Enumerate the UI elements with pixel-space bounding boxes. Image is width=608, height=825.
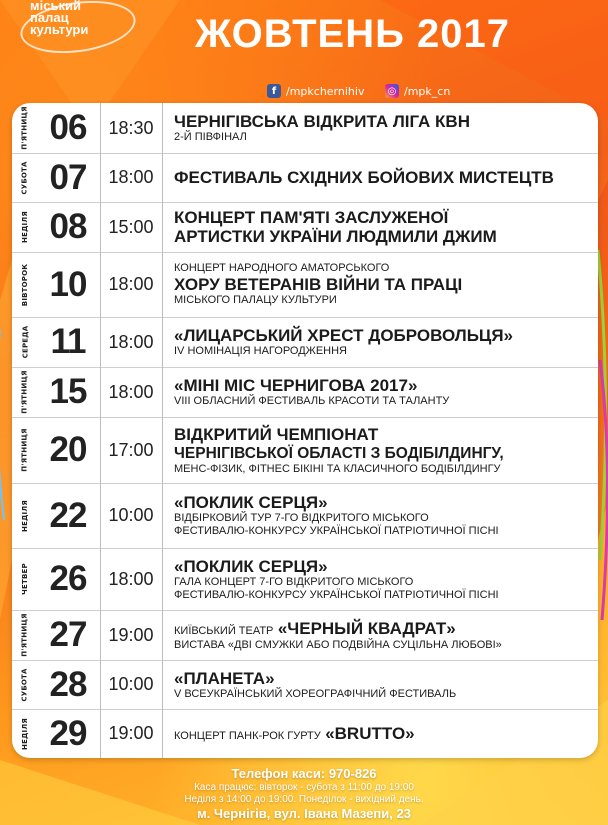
event-title: «ПОКЛИК СЕРЦЯ»: [174, 556, 328, 576]
event-info: [174, 483, 592, 548]
event-title-main: «ЧЕРНЫЙ КВАДРАТ»: [277, 618, 456, 638]
event-info: [174, 153, 592, 202]
instagram-handle: /mpk_cn: [404, 84, 451, 98]
event-title-main: «BRUTTO»: [325, 723, 415, 743]
weekday-label: П'ЯТНИЦЯ: [21, 106, 29, 150]
event-subtitle: VIII ОБЛАСНИЙ ФЕСТИВАЛЬ КРАСОТИ ТА ТАЛАНТУ: [174, 395, 450, 407]
weekday-label: НЕДІЛЯ: [21, 499, 30, 532]
logo: [20, 0, 150, 48]
event-subtitle: 2-Й ПІВФІНАЛ: [174, 131, 247, 143]
event-info: [174, 417, 592, 483]
event-row: [12, 548, 598, 611]
page-title: ЖОВТЕНЬ 2017: [195, 12, 510, 56]
event-time: 18:00: [108, 167, 154, 187]
event-title: «МІНІ МІС ЧЕРНИГОВА 2017»: [174, 376, 418, 395]
event-row: [12, 483, 598, 549]
event-day: 26: [49, 559, 87, 598]
event-day: 07: [49, 157, 87, 197]
event-time: 18:00: [108, 568, 154, 589]
event-info: [174, 252, 592, 317]
event-row: [12, 252, 598, 318]
event-pretitle: КОНЦЕРТ ПАНК-РОК ГУРТУ: [174, 729, 321, 742]
event-info: [174, 367, 592, 417]
event-subtitle: V ВСЕУКРАЇНСЬКИЙ ХОРЕОГРАФІЧНИЙ ФЕСТИВАЛЬ: [174, 687, 457, 700]
event-time: 17:00: [108, 439, 154, 460]
event-day: 27: [49, 615, 87, 654]
event-time: 18:00: [108, 331, 154, 352]
event-info: [174, 610, 592, 660]
event-subtitle: IV НОМІНАЦІЯ НАГОРОДЖЕННЯ: [174, 345, 348, 357]
box-office-hours: Каса працює: вівторок - субота з 11:00 до 19:00: [194, 782, 414, 793]
weekday-label: ВІВТОРОК: [21, 263, 29, 306]
event-day: 22: [49, 495, 87, 535]
event-time: 19:00: [108, 624, 154, 645]
logo-line: палац: [30, 10, 69, 25]
event-title: ВІДКРИТИЙ ЧЕМПІОНАТ: [174, 424, 379, 444]
event-row: [12, 610, 598, 661]
logo-line: міський: [30, 0, 81, 13]
weekday-label: П'ЯТНИЦЯ: [21, 613, 29, 657]
event-pretitle: КИЇВСЬКИЙ ТЕАТР: [174, 624, 274, 637]
event-pretitle: КОНЦЕРТ НАРОДНОГО АМАТОРСЬКОГО: [174, 262, 390, 274]
weekday-label: СУБОТА: [21, 160, 29, 195]
event-row: [12, 660, 598, 710]
event-title: [174, 724, 592, 744]
event-day: 29: [49, 713, 87, 753]
footer: [0, 766, 608, 822]
facebook-icon: f: [267, 84, 281, 98]
event-time: 19:00: [108, 723, 154, 743]
event-subtitle-line2: ФЕСТИВАЛЮ-КОНКУРСУ УКРАЇНСЬКОЇ ПАТРІОТИЧНОЇ ПІСНІ: [174, 588, 499, 601]
event-day: 28: [49, 664, 87, 704]
box-office-hours-weekend: Неділя з 14:00 до 19:00. Понеділок - вихідний день.: [184, 794, 424, 805]
facebook-handle: /mpkchernihiv: [286, 84, 365, 98]
event-title: «ПОКЛИК СЕРЦЯ»: [174, 493, 328, 512]
event-time: 18:00: [108, 274, 154, 294]
facebook-link[interactable]: [267, 84, 364, 98]
event-row: [12, 153, 598, 203]
event-info: [174, 317, 592, 367]
event-subtitle: ВИСТАВА «ДВІ СМУЖКИ АБО ПОДВІЙНА СУЦІЛЬНА ЛЮБОВІ»: [174, 638, 502, 651]
weekday-label: ЧЕТВЕР: [21, 563, 30, 595]
address: м. Чернігів, вул. Івана Мазепи, 23: [197, 806, 411, 821]
event-title: [174, 619, 592, 639]
event-title: ХОРУ ВЕТЕРАНІВ ВІЙНИ ТА ПРАЦІ: [174, 275, 463, 294]
weekday-label: СЕРЕДА: [21, 325, 29, 359]
event-time: 18:00: [108, 381, 154, 402]
event-info: [174, 709, 592, 758]
logo-line: культури: [30, 22, 89, 37]
weekday-label: П'ЯТНИЦЯ: [21, 428, 29, 472]
weekday-label: НЕДІЛЯ: [21, 211, 30, 243]
event-time: 18:30: [108, 117, 154, 138]
weekday-label: СУБОТА: [21, 667, 29, 702]
event-day: 15: [49, 372, 87, 411]
events-panel: [12, 103, 598, 758]
event-day: 10: [49, 264, 87, 304]
event-subtitle: ГАЛА КОНЦЕРТ 7-ГО ВІДКРИТОГО МІСЬКОГО: [174, 575, 414, 588]
event-info: [174, 660, 592, 709]
event-day: 08: [49, 207, 87, 246]
logo-text: [30, 0, 88, 36]
event-info: [174, 202, 592, 252]
event-row: [12, 709, 598, 758]
event-row: [12, 103, 598, 154]
event-title-line2: ЧЕРНІГІВСЬКОЇ ОБЛАСТІ З БОДІБІЛДИНГУ,: [174, 444, 504, 462]
event-time: 10:00: [108, 674, 154, 694]
event-title: ФЕСТИВАЛЬ СХІДНИХ БОЙОВИХ МИСТЕЦТВ: [174, 168, 554, 187]
event-day: 11: [50, 322, 86, 361]
event-day: 20: [49, 430, 87, 469]
event-time: 10:00: [108, 505, 154, 525]
event-row: [12, 417, 598, 484]
event-title: «ЛИЦАРСЬКИЙ ХРЕСТ ДОБРОВОЛЬЦЯ»: [174, 326, 514, 345]
event-row: [12, 317, 598, 368]
event-title: ЧЕРНІГІВСЬКА ВІДКРИТА ЛІГА КВН: [174, 112, 470, 131]
event-subtitle: МЕНС-ФІЗИК, ФІТНЕС БІКІНІ ТА КЛАСИЧНОГО БОДІБІЛДИНГУ: [174, 462, 501, 475]
event-row: [12, 367, 598, 418]
weekday-label: НЕДІЛЯ: [21, 717, 30, 750]
event-subtitle: ВІДБІРКОВИЙ ТУР 7-ГО ВІДКРИТОГО МІСЬКОГО: [174, 512, 429, 524]
box-office-phone: Телефон каси: 970-826: [231, 766, 377, 781]
event-title-line2: АРТИСТКИ УКРАЇНИ ЛЮДМИЛИ ДЖИМ: [174, 227, 497, 246]
weekday-label: П'ЯТНИЦЯ: [21, 370, 29, 414]
event-title: «ПЛАНЕТА»: [174, 668, 275, 688]
event-day: 06: [49, 108, 87, 147]
instagram-icon: ◎: [385, 84, 399, 98]
event-subtitle: МІСЬКОГО ПАЛАЦУ КУЛЬТУРИ: [174, 294, 337, 306]
event-title: КОНЦЕРТ ПАМ'ЯТІ ЗАСЛУЖЕНОЇ: [174, 208, 449, 227]
event-info: [174, 103, 592, 153]
event-subtitle-line2: ФЕСТИВАЛЮ-КОНКУРСУ УКРАЇНСЬКОЇ ПАТРІОТИЧНОЇ ПІСНІ: [174, 525, 499, 537]
event-row: [12, 202, 598, 253]
event-time: 15:00: [108, 216, 154, 237]
event-info: [174, 548, 592, 610]
instagram-link[interactable]: [385, 84, 450, 98]
